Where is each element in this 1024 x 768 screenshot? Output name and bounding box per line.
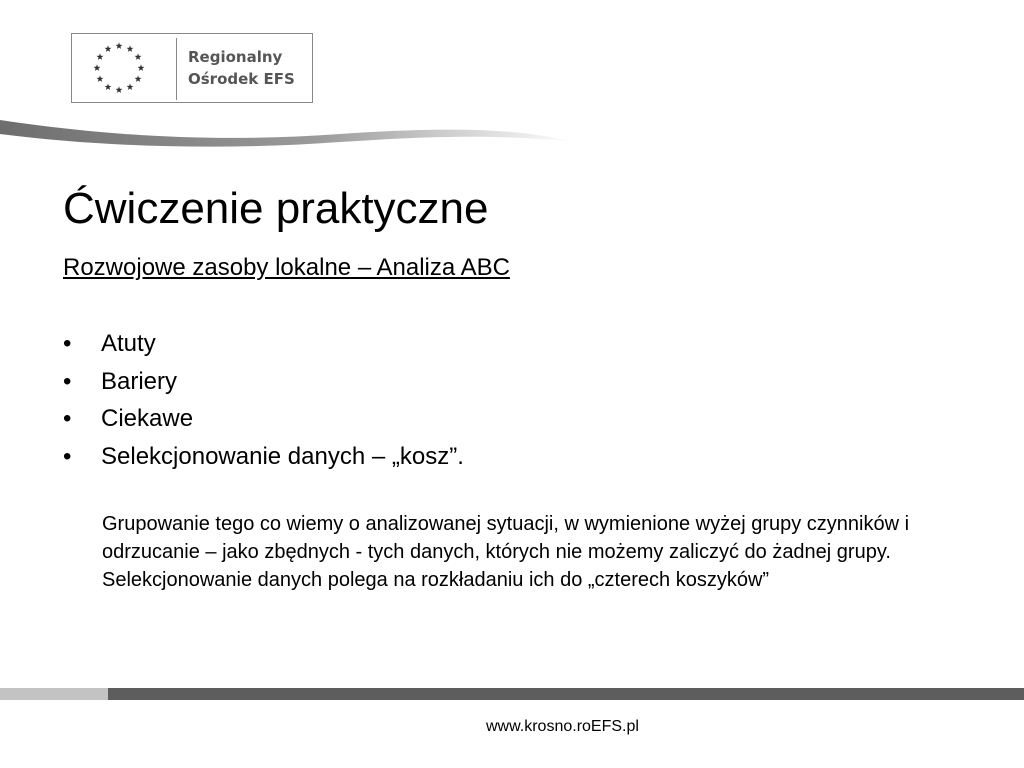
footer-url[interactable]: www.krosno.roEFS.pl: [486, 718, 639, 735]
star-icon: [127, 45, 134, 52]
bullet-text: Bariery: [101, 367, 178, 395]
star-icon: [105, 83, 112, 90]
logo-line-2: Ośrodek EFS: [188, 70, 295, 88]
list-item: [63, 438, 464, 476]
star-icon: [116, 86, 123, 93]
list-item: [63, 363, 464, 401]
star-icon: [116, 42, 123, 49]
header-swoosh: [0, 112, 580, 156]
list-item: [63, 325, 464, 363]
star-icon: [135, 53, 142, 60]
star-icon: [97, 75, 104, 82]
description-paragraph: Grupowanie tego co wiemy o analizowanej sytuacji, w wymienione wyżej grupy czynników i odrzucanie – jako zbędnych - tych danych, których nie możemy zaliczyć do żadnej grupy. Selekcjonowanie danych polega na rozkładaniu ich do „czterech koszyków”: [102, 513, 910, 591]
footer-bar-dark: [108, 688, 1024, 700]
slide-title: Ćwiczenie praktyczne: [63, 184, 489, 233]
list-item: [63, 400, 464, 438]
footer-bar-light: [0, 688, 108, 700]
slide-subtitle: Rozwojowe zasoby lokalne – Analiza ABC: [63, 254, 510, 281]
logo-divider: [176, 38, 177, 100]
logo: [71, 33, 313, 103]
star-icon: [127, 83, 134, 90]
bullet-dot: •: [63, 367, 72, 395]
star-icon: [105, 45, 112, 52]
bullet-dot: •: [63, 442, 72, 470]
logo-line-1: Regionalny: [188, 48, 283, 66]
star-icon: [97, 53, 104, 60]
star-icon: [94, 64, 101, 71]
star-icon: [138, 64, 145, 71]
bullet-text: Atuty: [101, 330, 156, 357]
bullet-text: Ciekawe: [101, 405, 194, 432]
logo-text: [188, 46, 312, 90]
eu-stars-icon: [86, 38, 152, 98]
bullet-text: Selekcjonowanie danych – „kosz”.: [101, 442, 464, 470]
bullet-dot: •: [63, 330, 72, 357]
bullet-list: [63, 325, 464, 475]
bullet-dot: •: [63, 405, 72, 432]
star-icon: [135, 75, 142, 82]
